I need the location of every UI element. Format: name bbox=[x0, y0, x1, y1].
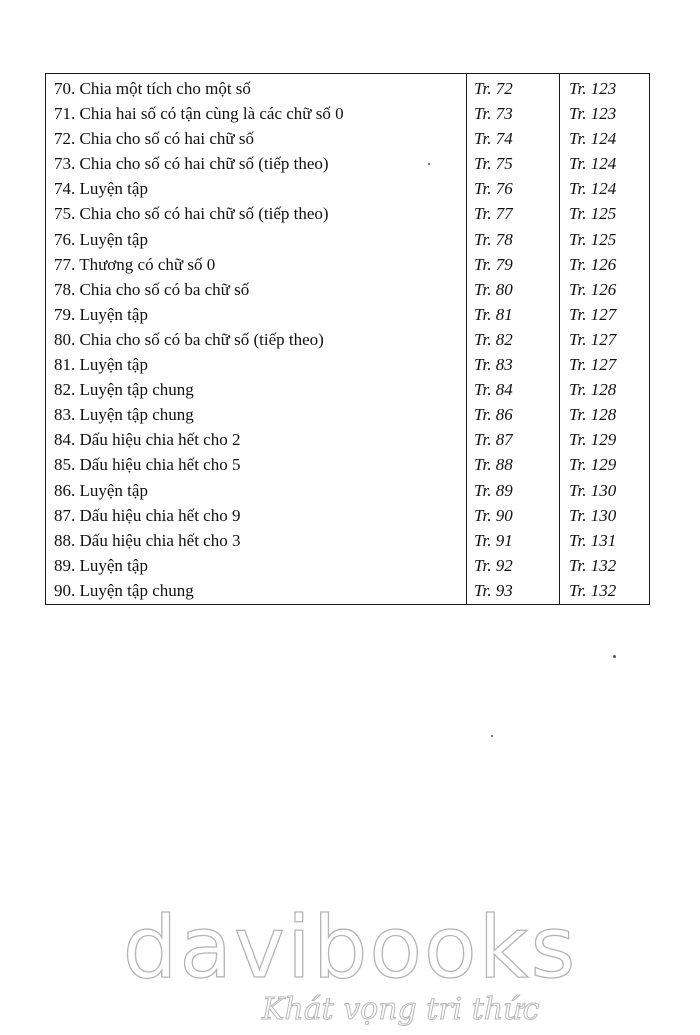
toc-row-page-1: Tr. 76 bbox=[474, 179, 513, 199]
toc-row bbox=[46, 478, 649, 503]
toc-row-title: 85. Dấu hiệu chia hết cho 5 bbox=[54, 455, 241, 475]
toc-row bbox=[46, 503, 649, 528]
toc-row-page-2: Tr. 127 bbox=[569, 304, 617, 324]
toc-row-page-1: Tr. 74 bbox=[474, 129, 513, 149]
toc-row-page-2: Tr. 126 bbox=[569, 279, 617, 299]
toc-row-page-2: Tr. 126 bbox=[569, 254, 617, 274]
toc-row-page-2: Tr. 124 bbox=[569, 179, 617, 199]
toc-row-page-1: Tr. 78 bbox=[474, 229, 513, 249]
toc-row-title: 89. Luyện tập bbox=[54, 555, 148, 575]
scan-speck bbox=[428, 163, 430, 165]
toc-row-title: 84. Dấu hiệu chia hết cho 2 bbox=[54, 430, 241, 450]
toc-row-page-2: Tr. 125 bbox=[569, 229, 617, 249]
toc-row bbox=[46, 252, 649, 277]
toc-row-title: 72. Chia cho số có hai chữ số bbox=[54, 129, 254, 149]
toc-row-title: 71. Chia hai số có tận cùng là các chữ số 0 bbox=[54, 104, 344, 124]
toc-rows bbox=[46, 76, 649, 603]
toc-row-page-1: Tr. 91 bbox=[474, 530, 513, 550]
toc-row bbox=[46, 327, 649, 352]
table-of-contents bbox=[45, 73, 650, 605]
toc-row-page-1: Tr. 72 bbox=[474, 79, 513, 98]
toc-row-title: 73. Chia cho số có hai chữ số (tiếp theo) bbox=[54, 154, 329, 174]
toc-row-title: 88. Dấu hiệu chia hết cho 3 bbox=[54, 530, 241, 550]
toc-row-title: 80. Chia cho số có ba chữ số (tiếp theo) bbox=[54, 329, 324, 349]
toc-row-page-2: Tr. 131 bbox=[569, 530, 617, 550]
toc-row-page-1: Tr. 77 bbox=[474, 204, 513, 224]
scan-speck bbox=[613, 655, 616, 658]
toc-row-page-2: Tr. 130 bbox=[569, 480, 617, 500]
scan-speck bbox=[491, 735, 493, 737]
toc-row-page-2: Tr. 123 bbox=[569, 79, 617, 98]
toc-row-page-1: Tr. 88 bbox=[474, 455, 513, 475]
toc-row-page-1: Tr. 93 bbox=[474, 580, 513, 600]
toc-row bbox=[46, 452, 649, 477]
toc-row-page-2: Tr. 127 bbox=[569, 355, 617, 375]
toc-row bbox=[46, 377, 649, 402]
toc-row-title: 83. Luyện tập chung bbox=[54, 405, 194, 425]
watermark-brand: davibooks bbox=[122, 898, 578, 998]
toc-row-title: 82. Luyện tập chung bbox=[54, 380, 194, 400]
toc-row-title: 74. Luyện tập bbox=[54, 179, 148, 199]
toc-row-title: 90. Luyện tập chung bbox=[54, 580, 194, 600]
toc-row-page-1: Tr. 80 bbox=[474, 279, 513, 299]
toc-row-page-1: Tr. 81 bbox=[474, 304, 513, 324]
toc-row-page-1: Tr. 75 bbox=[474, 154, 513, 174]
toc-row-page-2: Tr. 129 bbox=[569, 430, 617, 450]
toc-row bbox=[46, 151, 649, 176]
toc-row-title: 87. Dấu hiệu chia hết cho 9 bbox=[54, 505, 241, 525]
toc-row-title: 78. Chia cho số có ba chữ số bbox=[54, 279, 250, 299]
toc-row-title: 77. Thương có chữ số 0 bbox=[54, 254, 216, 274]
toc-row-page-1: Tr. 83 bbox=[474, 355, 513, 375]
toc-row-title: 81. Luyện tập bbox=[54, 355, 148, 375]
toc-row-page-1: Tr. 89 bbox=[474, 480, 513, 500]
toc-row bbox=[46, 302, 649, 327]
toc-row-page-1: Tr. 86 bbox=[474, 405, 513, 425]
toc-row bbox=[46, 227, 649, 252]
toc-row-title: 75. Chia cho số có hai chữ số (tiếp theo) bbox=[54, 204, 329, 224]
toc-row bbox=[46, 76, 649, 101]
toc-row-page-2: Tr. 130 bbox=[569, 505, 617, 525]
toc-row bbox=[46, 553, 649, 578]
toc-row bbox=[46, 427, 649, 452]
toc-row bbox=[46, 101, 649, 126]
watermark-tagline: Khát vọng tri thức bbox=[262, 992, 540, 1027]
toc-row-page-1: Tr. 73 bbox=[474, 104, 513, 124]
toc-row bbox=[46, 402, 649, 427]
toc-row-page-2: Tr. 123 bbox=[569, 104, 617, 124]
toc-row-page-2: Tr. 132 bbox=[569, 555, 617, 575]
toc-row-page-1: Tr. 82 bbox=[474, 329, 513, 349]
toc-row-title: 79. Luyện tập bbox=[54, 304, 148, 324]
toc-row bbox=[46, 126, 649, 151]
toc-row-page-2: Tr. 127 bbox=[569, 329, 617, 349]
toc-row bbox=[46, 277, 649, 302]
toc-row-page-2: Tr. 124 bbox=[569, 129, 617, 149]
toc-row-page-1: Tr. 87 bbox=[474, 430, 513, 450]
toc-row bbox=[46, 352, 649, 377]
toc-row bbox=[46, 201, 649, 226]
toc-row-title: 76. Luyện tập bbox=[54, 229, 148, 249]
toc-row-page-1: Tr. 79 bbox=[474, 254, 513, 274]
toc-row-page-2: Tr. 124 bbox=[569, 154, 617, 174]
toc-row-page-2: Tr. 129 bbox=[569, 455, 617, 475]
toc-row bbox=[46, 176, 649, 201]
toc-row-page-2: Tr. 128 bbox=[569, 380, 617, 400]
toc-row-page-1: Tr. 92 bbox=[474, 555, 513, 575]
toc-row-title: 70. Chia một tích cho một số bbox=[54, 79, 251, 98]
toc-row-page-1: Tr. 90 bbox=[474, 505, 513, 525]
toc-row-page-2: Tr. 128 bbox=[569, 405, 617, 425]
toc-row-page-2: Tr. 125 bbox=[569, 204, 617, 224]
toc-row-page-1: Tr. 84 bbox=[474, 380, 513, 400]
toc-row bbox=[46, 528, 649, 553]
toc-row-page-2: Tr. 132 bbox=[569, 580, 617, 600]
toc-row-title: 86. Luyện tập bbox=[54, 480, 148, 500]
toc-row bbox=[46, 578, 649, 603]
